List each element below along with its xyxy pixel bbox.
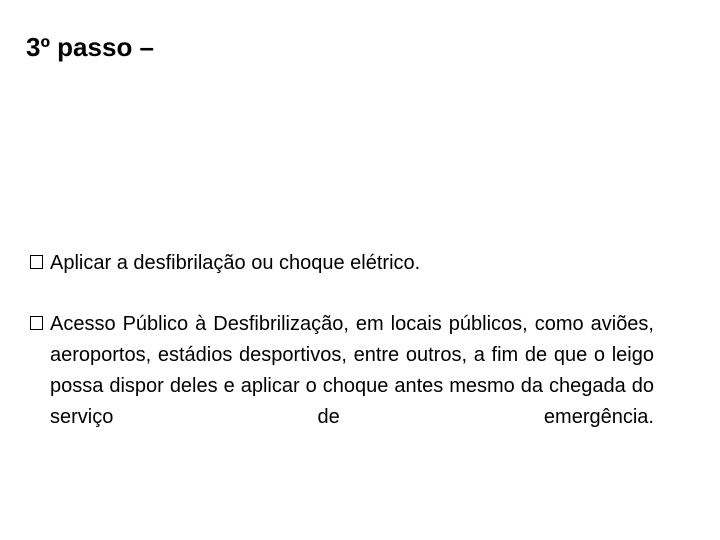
hollow-square-bullet-icon bbox=[30, 316, 43, 330]
hollow-square-bullet-icon bbox=[30, 255, 43, 269]
bullet-text: Acesso Público à Desfibrilização, em locais públicos, como aviões, aeroportos, estádios desportivos, entre outros, a fim de que o leigo possa dispor deles e aplicar o choque antes mesmo da chegada do serviço de emergência. bbox=[50, 313, 654, 428]
slide-title: 3º passo – bbox=[26, 32, 155, 62]
bullet-list bbox=[30, 248, 654, 433]
bullet-text: Aplicar a desfibrilação ou choque elétrico. bbox=[50, 252, 421, 274]
bullet-item-defibrillation bbox=[30, 248, 654, 279]
bullet-item-public-access bbox=[30, 309, 654, 433]
